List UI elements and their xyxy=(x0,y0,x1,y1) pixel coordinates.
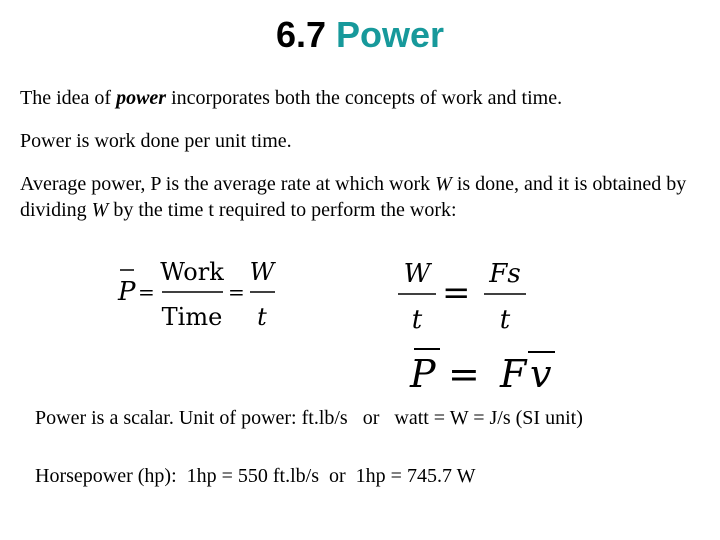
paragraph-average-power xyxy=(20,171,700,223)
eq1-equals-1: = xyxy=(138,280,155,304)
equation-work-force xyxy=(392,252,542,334)
eq3-rhs-v: v xyxy=(530,352,552,396)
p3-W1: W xyxy=(435,173,452,195)
p1-before: The idea of xyxy=(20,87,117,109)
equation-average-power xyxy=(110,250,290,335)
eq2-den-t-2: t xyxy=(499,305,511,334)
eq1-den-t: t xyxy=(257,303,267,331)
slide-title xyxy=(0,14,720,56)
eq2-num-fs: Fs xyxy=(489,259,521,289)
eq2-num-w: W xyxy=(403,259,431,289)
eq3-equals: = xyxy=(448,352,480,396)
eq1-num-work: Work xyxy=(160,258,224,286)
equation-power-velocity xyxy=(400,340,570,396)
title-word: Power xyxy=(336,14,445,55)
title-number: 6.7 xyxy=(275,14,326,55)
eq1-den-time: Time xyxy=(161,303,223,331)
note-scalar-units: Power is a scalar. Unit of power: ft.lb/s or watt = W = J/s (SI unit) xyxy=(35,407,583,429)
p3-part3: by the time t required to perform the work: xyxy=(108,199,457,221)
eq2-equals: = xyxy=(442,273,471,313)
eq3-lhs: P xyxy=(410,352,436,396)
p3-part1: Average power, P is the average rate at which work xyxy=(20,173,436,195)
eq1-lhs: P xyxy=(118,277,136,307)
eq1-equals-2: = xyxy=(228,280,245,304)
p3-W2: W xyxy=(91,199,109,221)
paragraph-power-idea xyxy=(20,85,700,111)
note-horsepower: Horsepower (hp): 1hp = 550 ft.lb/s or 1hp = 745.7 W xyxy=(35,465,476,487)
p1-emphasis: power xyxy=(116,87,167,109)
paragraph-definition: Power is work done per unit time. xyxy=(20,130,292,152)
p3-part2: is done, and it is obtained by dividing xyxy=(20,173,687,221)
p1-after: incorporates both the concepts of work and time. xyxy=(166,87,563,109)
eq2-den-t: t xyxy=(411,305,423,334)
eq1-num-w: W xyxy=(249,258,275,286)
eq3-rhs-f: F xyxy=(500,352,527,396)
